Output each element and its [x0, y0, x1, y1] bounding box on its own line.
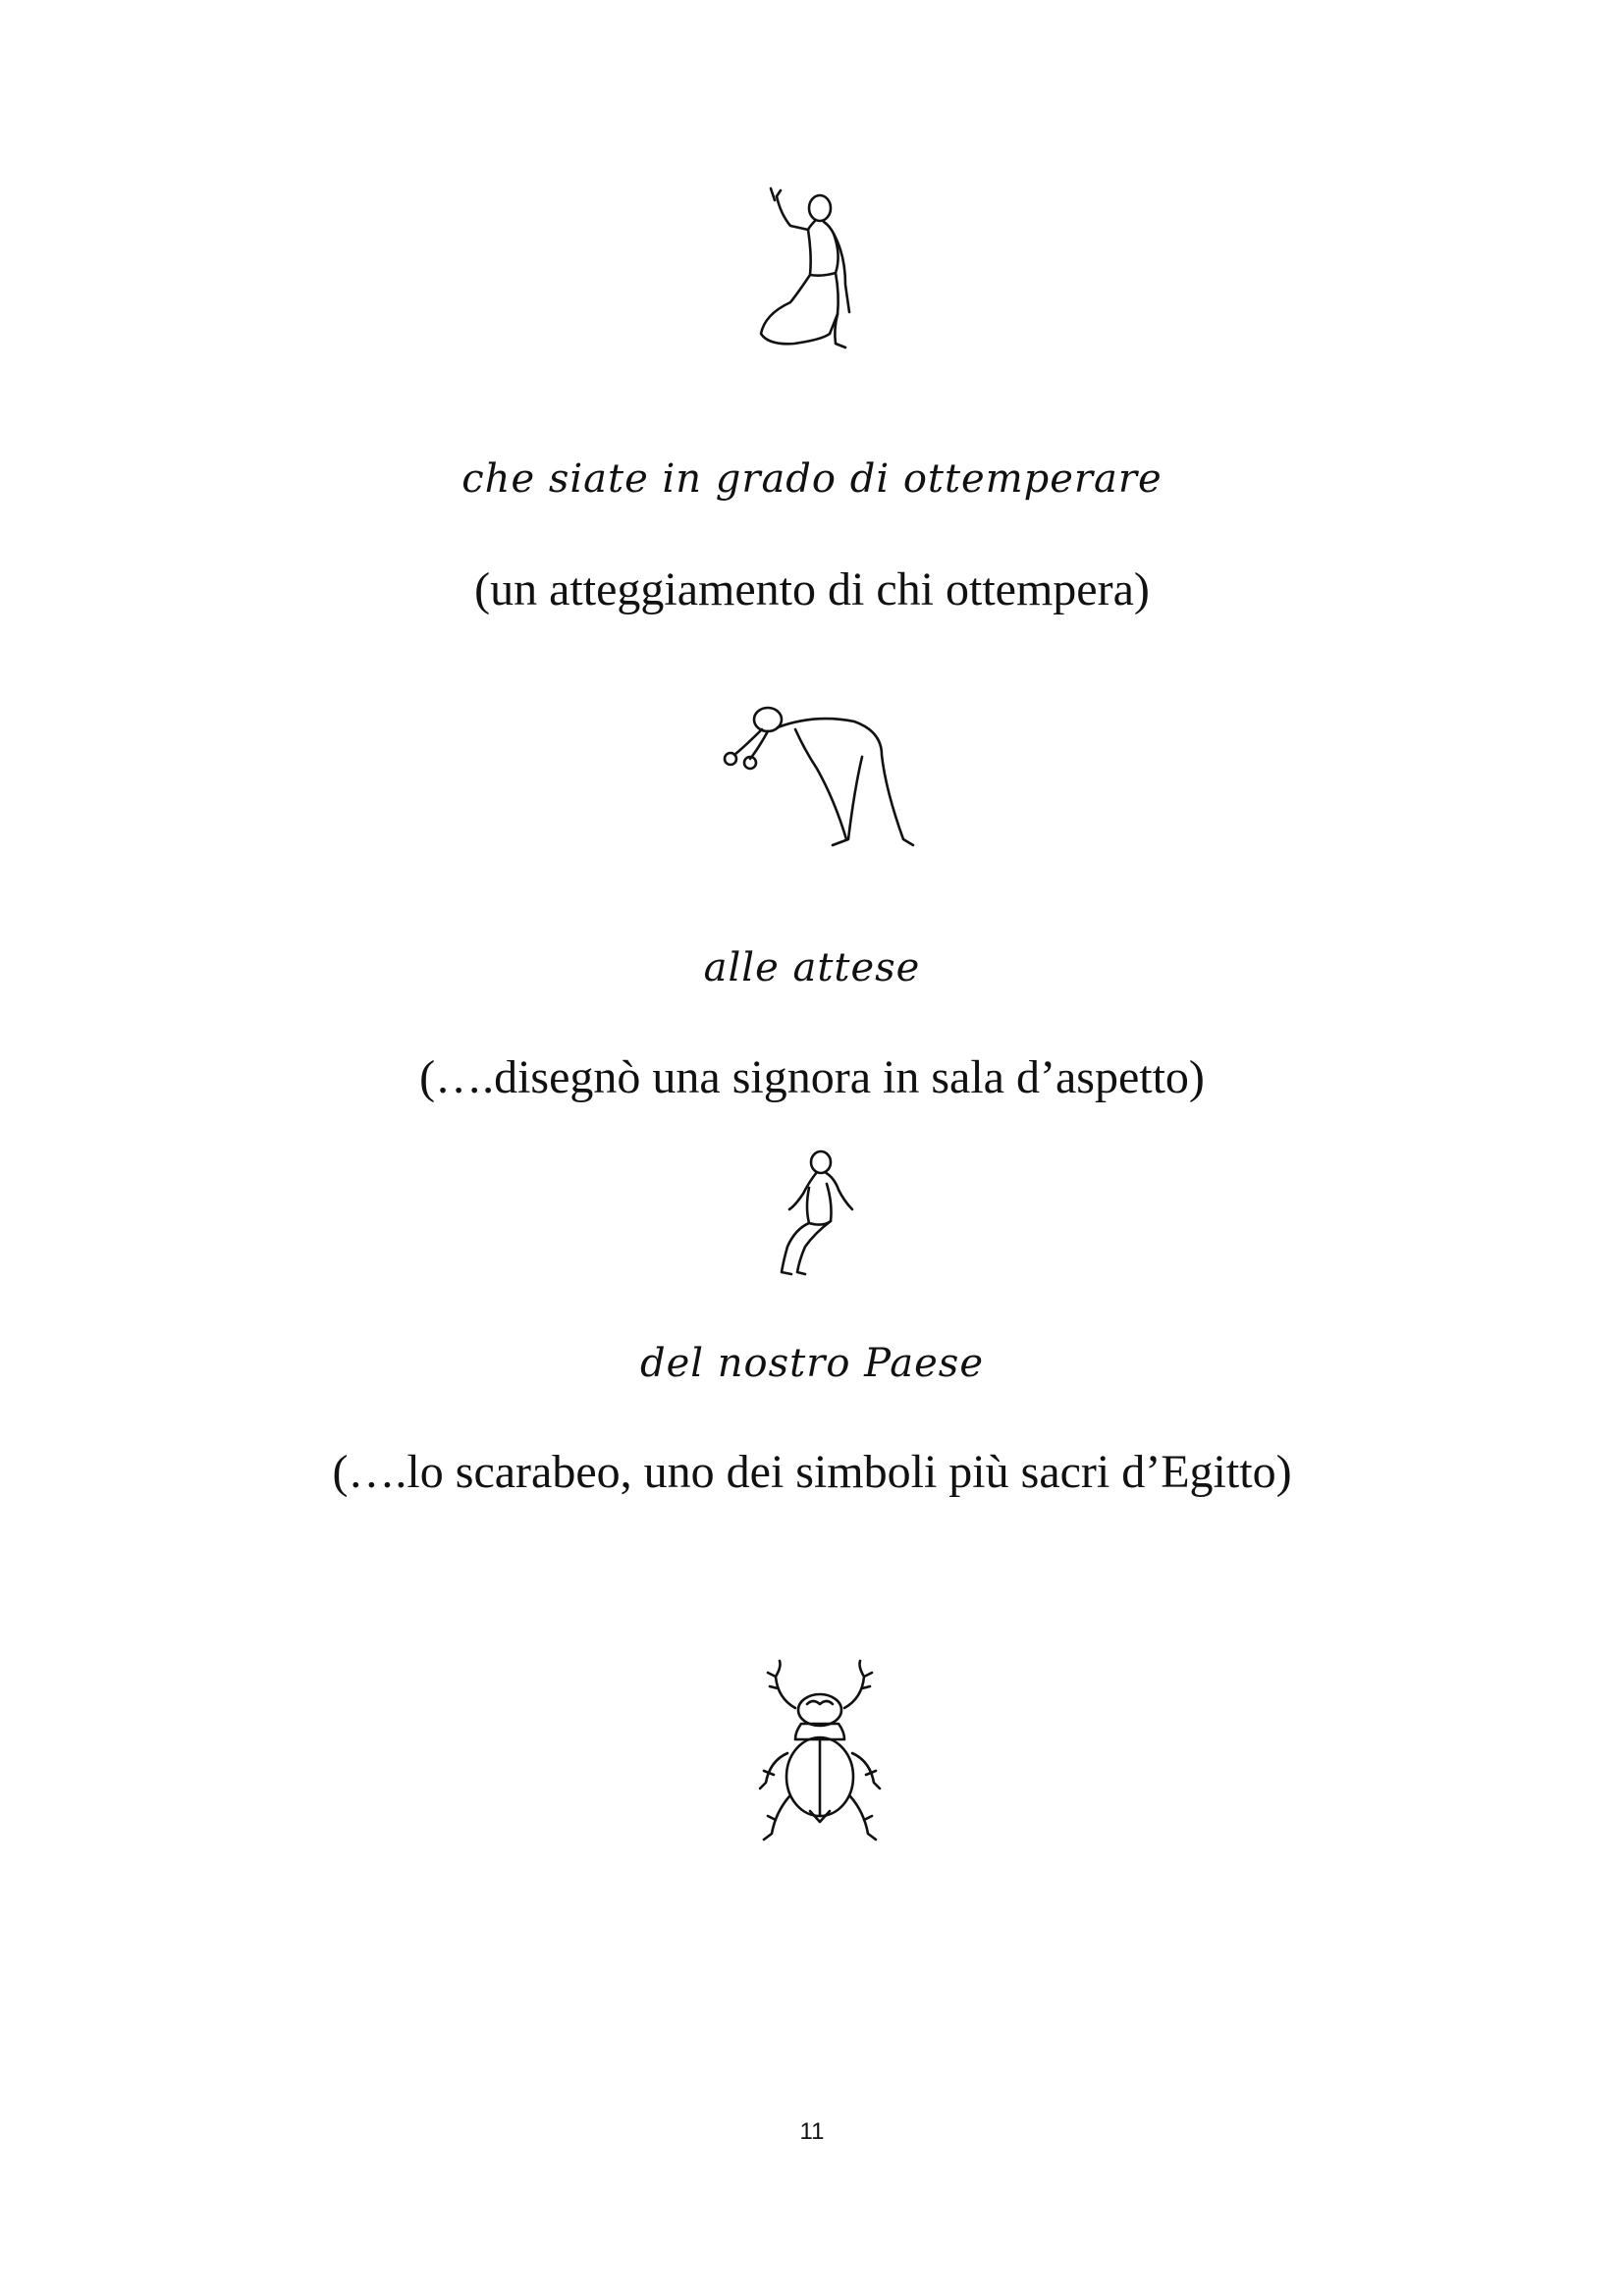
line-2-caption: (….disegnò una signora in sala d’aspetto) [419, 1051, 1205, 1103]
line-1-caption: (un atteggiamento di chi ottempera) [474, 563, 1150, 615]
line-2: alle attese [703, 945, 921, 990]
line-3-caption: (….lo scarabeo, uno dei simboli più sacri d’Egitto) [332, 1446, 1292, 1498]
scarab-icon [756, 1659, 884, 1855]
seated-figure-icon [766, 1148, 874, 1281]
line-1: che siate in grado di ottemperare [461, 456, 1163, 502]
kneeling-figure-icon [751, 187, 879, 373]
page-number: 11 [799, 2118, 825, 2145]
bending-figure-icon [707, 692, 923, 854]
line-3: del nostro Paese [640, 1341, 984, 1386]
